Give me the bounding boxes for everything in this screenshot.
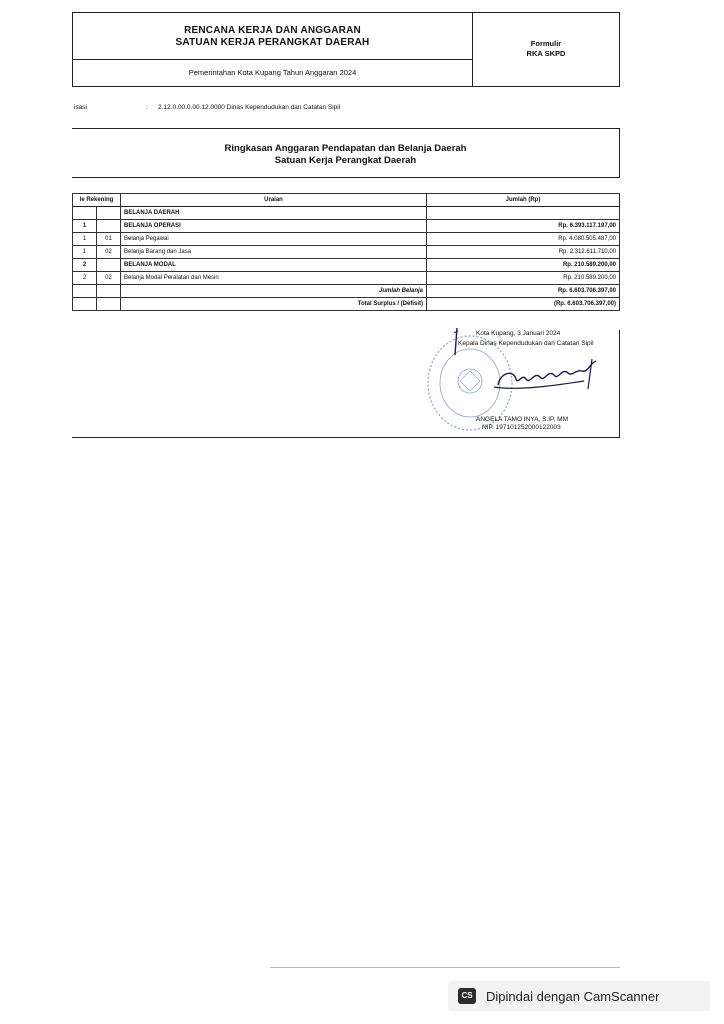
formulir-code: RKA SKPD [526, 49, 566, 58]
kode-2 [97, 207, 121, 220]
surplus-value: (Rp. 6.603.706.397,00) [427, 298, 620, 311]
table-row [73, 246, 620, 259]
bottom-rule [270, 967, 620, 968]
kode-1: 2 [73, 272, 97, 285]
jumlah-cell: Rp. 210.589.200,00 [427, 272, 620, 285]
header-title-line2: SATUAN KERJA PERANGKAT DAERAH [175, 37, 370, 48]
surplus-label: Total Surplus / (Defisit) [121, 298, 427, 311]
table-header-row [73, 194, 620, 207]
formulir-label: Formulir [530, 39, 562, 48]
jumlah-belanja-row [73, 285, 620, 298]
kode-2 [97, 220, 121, 233]
header-title-cell [73, 13, 473, 86]
table-row [73, 233, 620, 246]
organisasi-value: 2.12.0.00.0.00.12.0000 Dinas Kependudukan dan Catatan Sipil [158, 104, 341, 111]
surplus-row [73, 298, 620, 311]
table-row [73, 220, 620, 233]
summary-title-line2: Satuan Kerja Perangkat Daerah [274, 155, 417, 166]
kode-2: 02 [97, 272, 121, 285]
handwritten-signature [488, 355, 608, 395]
organisasi-colon: : [146, 104, 148, 111]
header-box [72, 12, 620, 87]
jumlah-cell: Rp. 4.080.505.487,00 [427, 233, 620, 246]
uraian-cell: Belanja Pegawai [121, 233, 427, 246]
header-kode-rekening: le Rekening [73, 194, 121, 207]
budget-table [72, 193, 620, 311]
table-row [73, 207, 620, 220]
header-jumlah: Jumlah (Rp) [427, 194, 620, 207]
signatory-name: ANGELA TAMO INYA, S.IP, MM [476, 416, 568, 423]
empty-cell [73, 285, 97, 298]
jumlah-cell: Rp. 210.589.200,00 [427, 259, 620, 272]
header-subtitle: Pemerintahan Kota Kupang Tahun Anggaran 2024 [188, 68, 357, 77]
formulir-cell [473, 13, 619, 86]
kode-2: 01 [97, 233, 121, 246]
camscanner-logo-icon: CS [458, 988, 476, 1004]
empty-cell [73, 298, 97, 311]
camscanner-watermark [448, 981, 710, 1011]
jumlah-belanja-value: Rp. 6.603.706.397,00 [427, 285, 620, 298]
kode-1: 2 [73, 259, 97, 272]
uraian-cell: Belanja Modal Peralatan dan Mesin [121, 272, 427, 285]
organisasi-label: isasi [74, 104, 88, 111]
kode-2 [97, 259, 121, 272]
uraian-cell: BELANJA OPERASI [121, 220, 427, 233]
jumlah-cell: Rp. 6.393.117.197,00 [427, 220, 620, 233]
summary-title-box [72, 128, 620, 178]
uraian-cell: Belanja Barang dan Jasa [121, 246, 427, 259]
camscanner-text: Dipindai dengan CamScanner [486, 989, 660, 1004]
table-row [73, 272, 620, 285]
header-uraian: Uraian [121, 194, 427, 207]
uraian-cell: BELANJA MODAL [121, 259, 427, 272]
table-row [73, 259, 620, 272]
kode-1: 1 [73, 233, 97, 246]
header-divider [73, 59, 472, 60]
jumlah-belanja-label: Jumlah Belanja [121, 285, 427, 298]
kode-1: 1 [73, 246, 97, 259]
empty-cell [97, 298, 121, 311]
signature-place-date: Kota Kupang, 3 Januari 2024 [476, 330, 561, 337]
kode-1 [73, 207, 97, 220]
kode-2: 02 [97, 246, 121, 259]
uraian-cell: BELANJA DAERAH [121, 207, 427, 220]
signature-title: Kepala Dinas Kependudukan dan Catatan Sipil [458, 340, 594, 347]
empty-cell [97, 285, 121, 298]
summary-title-line1: Ringkasan Anggaran Pendapatan dan Belanja Daerah [224, 143, 467, 154]
jumlah-cell: Rp. 2.312.611.710,00 [427, 246, 620, 259]
jumlah-cell [427, 207, 620, 220]
kode-1: 1 [73, 220, 97, 233]
header-title-line1: RENCANA KERJA DAN ANGGARAN [184, 25, 361, 36]
signatory-nip: NIP. 197101252000122003 [482, 424, 561, 431]
